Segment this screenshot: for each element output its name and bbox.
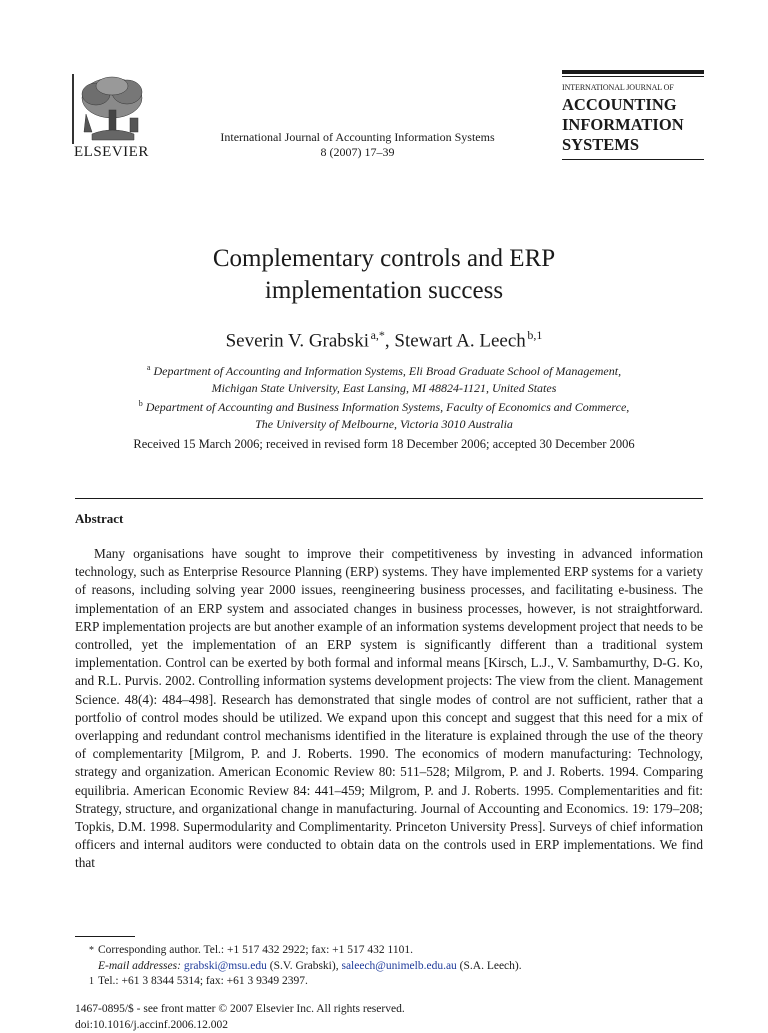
journal-name: International Journal of Accounting Information Systems	[220, 130, 495, 144]
affiliation-mark: b	[138, 399, 143, 408]
masthead-title-line: SYSTEMS	[562, 135, 640, 154]
footnote-1	[80, 974, 700, 990]
email-link-grabski[interactable]: grabski@msu.edu	[183, 959, 267, 972]
corresponding-author-note	[80, 943, 700, 959]
masthead-subtitle: INTERNATIONAL JOURNAL OF	[562, 83, 674, 92]
affiliations	[84, 360, 684, 432]
affiliation-text: Michigan State University, East Lansing, MI 48824-1121, United States	[211, 380, 557, 395]
masthead-title-line: INFORMATION	[562, 115, 684, 134]
affiliation-text: Department of Accounting and Business Information Systems, Faculty of Economics and Commerce,	[145, 400, 630, 414]
email-link-leech[interactable]: saleech@unimelb.edu.au	[341, 959, 457, 972]
footnote-divider	[75, 936, 135, 937]
affiliation-text: The University of Melbourne, Victoria 3010 Australia	[255, 416, 513, 431]
email-owner: (S.V. Grabski),	[266, 959, 342, 972]
journal-citation	[180, 130, 535, 160]
received-dates: Received 15 March 2006; received in revised form 18 December 2006; accepted 30 December 2006	[133, 437, 635, 451]
article-title-line: implementation success	[264, 277, 504, 304]
article-title	[84, 243, 684, 307]
doi-link[interactable]: doi:10.1016/j.accinf.2006.12.002	[75, 1019, 228, 1031]
author-name: Stewart A. Leech	[394, 330, 526, 352]
email-label: E-mail addresses:	[98, 959, 181, 972]
affiliation-b-line	[84, 396, 684, 416]
author-separator: ,	[384, 330, 395, 352]
masthead-title	[562, 95, 704, 155]
article-title-line: Complementary controls and ERP	[212, 245, 556, 272]
affiliation-text: Department of Accounting and Information Systems, Eli Broad Graduate School of Management,	[153, 364, 622, 378]
footnotes	[80, 943, 700, 990]
journal-volume: 8 (2007) 17–39	[320, 145, 395, 159]
masthead-title-line: ACCOUNTING	[562, 95, 677, 114]
masthead-rule-thick	[562, 70, 704, 74]
footnote-mark: *	[89, 945, 94, 956]
footnote-mark: 1	[89, 976, 94, 987]
publisher-name: ELSEVIER	[74, 144, 149, 160]
author-list	[84, 322, 684, 354]
journal-masthead	[562, 70, 704, 160]
masthead-rule-bottom	[562, 159, 704, 160]
author-name: Severin V. Grabski	[225, 330, 369, 352]
affiliation-a-line	[84, 360, 684, 380]
abstract-text: Many organisations have sought to improve their competitiveness by investing in advanced information technology, such as Enterprise Resource Planning (ERP) systems. They have implemented ERP systems for a variety of reasons, including solving year 2000 issues, reengineering business processes, and facilitating e-business. The implementation of an ERP system and associated changes in business processes, however, is not straightforward. ERP implementation projects are but another example of an information systems development project that needs to be controlled, yet the implementation of an ERP system is significantly different than a traditional system implementation. Control can be exerted by both formal and informal means [Kirsch, L.J., V. Sambamurthy, D-G. Ko, and R.L. Purvis. 2002. Controlling information systems development projects: The view from the client. Management Science. 48(4): 484–498]. Research has demonstrated that single modes of control are not sufficient, rather that a portfolio of control modes should be utilized. We expand upon this concept and suggest that this need for a mix of overlapping and redundant control mechanisms identified in the literature is explained through the use of the theory of complementarity [Milgrom, P. and J. Roberts. 1990. The economics of modern manufacturing: Technology, strategy and organization. American Economic Review 80: 511–528; Milgrom, P. and J. Roberts. 1994. Comparing equilibria. American Economic Review 84: 441–459; Milgrom, P. and J. Roberts. 1995. Complementarities and fit: Strategy, structure, and organizational change in manufacturing. Journal of Accounting and Economics. 19: 179–208; Topkis, D.M. 1998. Supermodularity and Complimentarity. Princeton University Press]. Surveys of chief information officers and internal auditors were conducted to obtain data on the controls used in ERP implementations. We find that	[75, 546, 703, 871]
copyright-line: 1467-0895/$ - see front matter © 2007 Elsevier Inc. All rights reserved.	[75, 1003, 405, 1015]
email-addresses	[80, 959, 700, 975]
email-owner: (S.A. Leech).	[456, 959, 522, 972]
abstract-heading: Abstract	[75, 511, 124, 526]
author-affiliation-marks: a,*	[370, 328, 385, 342]
footnote-text: Corresponding author. Tel.: +1 517 432 2922; fax: +1 517 432 1101.	[98, 944, 413, 956]
footnote-text: Tel.: +61 3 8344 5314; fax: +61 3 9349 2397.	[98, 975, 308, 987]
masthead-rule-thin	[562, 76, 704, 77]
author-affiliation-marks: b,1	[527, 328, 543, 342]
section-divider	[75, 498, 703, 499]
affiliation-mark: a	[146, 363, 151, 372]
